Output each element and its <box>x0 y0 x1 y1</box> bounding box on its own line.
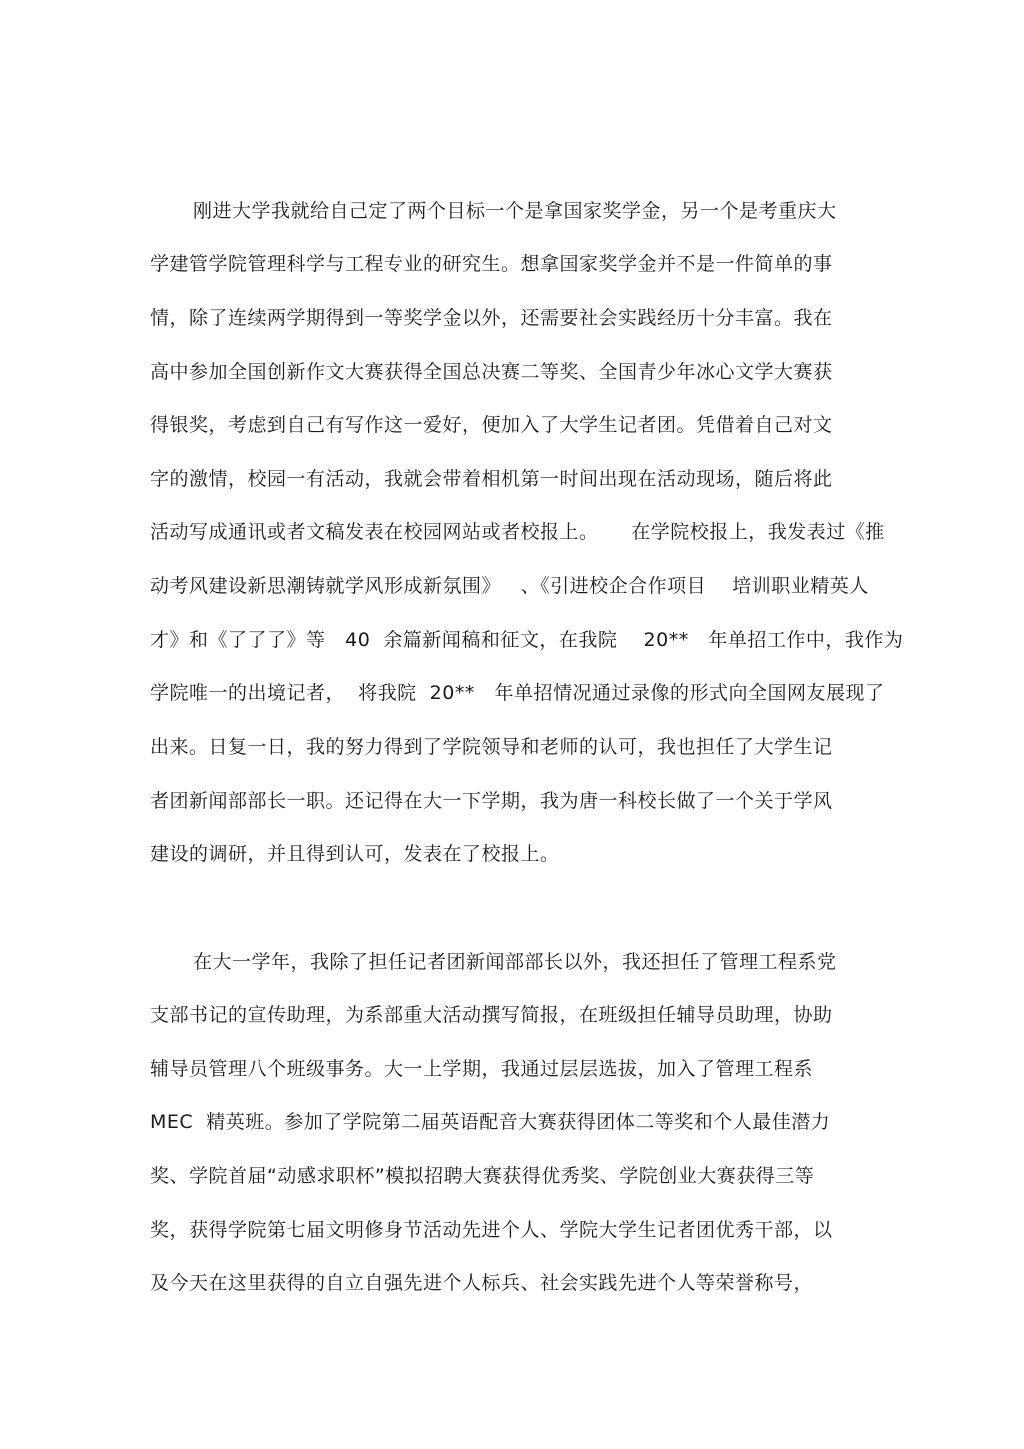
paragraph-1-line-9: 才》和《了了了》等 40 余篇新闻稿和征文，在我院 20** 年单招工作中，我作为 <box>150 629 904 651</box>
paragraph-1-line-5: 得银奖，考虑到自己有写作这一爱好，便加入了大学生记者团。凭借着自己对文 <box>150 414 833 436</box>
paragraph-2-line-5: 奖、学院首届“动感求职杯”模拟招聘大赛获得优秀奖、学院创业大赛获得三等 <box>150 1165 815 1187</box>
paragraph-1-line-4: 高中参加全国创新作文大赛获得全国总决赛二等奖、全国青少年冰心文学大赛获 <box>150 361 833 383</box>
paragraph-2-line-6: 奖，获得学院第七届文明修身节活动先进个人、学院大学生记者团优秀干部，以 <box>150 1219 833 1241</box>
paragraph-2-line-7: 及今天在这里获得的自立自强先进个人标兵、社会实践先进个人等荣誉称号， <box>150 1272 814 1294</box>
paragraph-1-line-7: 活动写成通讯或者文稿发表在校园网站或者校报上。 在学院校报上，我发表过《推 <box>150 521 885 543</box>
paragraph-2-line-3: 辅导员管理八个班级事务。大一上学期，我通过层层选拔，加入了管理工程系 <box>150 1058 814 1080</box>
paragraph-1-line-13: 建设的调研，并且得到认可，发表在了校报上。 <box>150 843 560 865</box>
paragraph-1-line-2: 学建管学院管理科学与工程专业的研究生。想拿国家奖学金并不是一件简单的事 <box>150 253 833 275</box>
paragraph-1-line-8: 动考风建设新思潮铸就学风形成新氛围》 、《引进校企合作项目 培训职业精英人 <box>150 575 869 597</box>
paragraph-1-line-11: 出来。日复一日，我的努力得到了学院领导和老师的认可，我也担任了大学生记 <box>150 736 833 758</box>
paragraph-1-line-12: 者团新闻部部长一职。还记得在大一下学期，我为唐一科校长做了一个关于学风 <box>150 790 833 812</box>
paragraph-1-line-1: 刚进大学我就给自己定了两个目标一个是拿国家奖学金，另一个是考重庆大 <box>193 200 837 222</box>
paragraph-2-line-1: 在大一学年，我除了担任记者团新闻部部长以外，我还担任了管理工程系党 <box>193 951 837 973</box>
paragraph-1-line-6: 字的激情，校园一有活动，我就会带着相机第一时间出现在活动现场，随后将此 <box>150 468 833 490</box>
paragraph-2-line-4: MEC 精英班。参加了学院第二届英语配音大赛获得团体二等奖和个人最佳潜力 <box>150 1111 831 1133</box>
paragraph-2-line-2: 支部书记的宣传助理，为系部重大活动撰写简报，在班级担任辅导员助理，协助 <box>150 1004 833 1026</box>
paragraph-1-line-10: 学院唯一的出境记者， 将我院 20** 年单招情况通过录像的形式向全国网友展现了 <box>150 682 885 704</box>
paragraph-1-line-3: 情，除了连续两学期得到一等奖学金以外，还需要社会实践经历十分丰富。我在 <box>150 307 833 329</box>
